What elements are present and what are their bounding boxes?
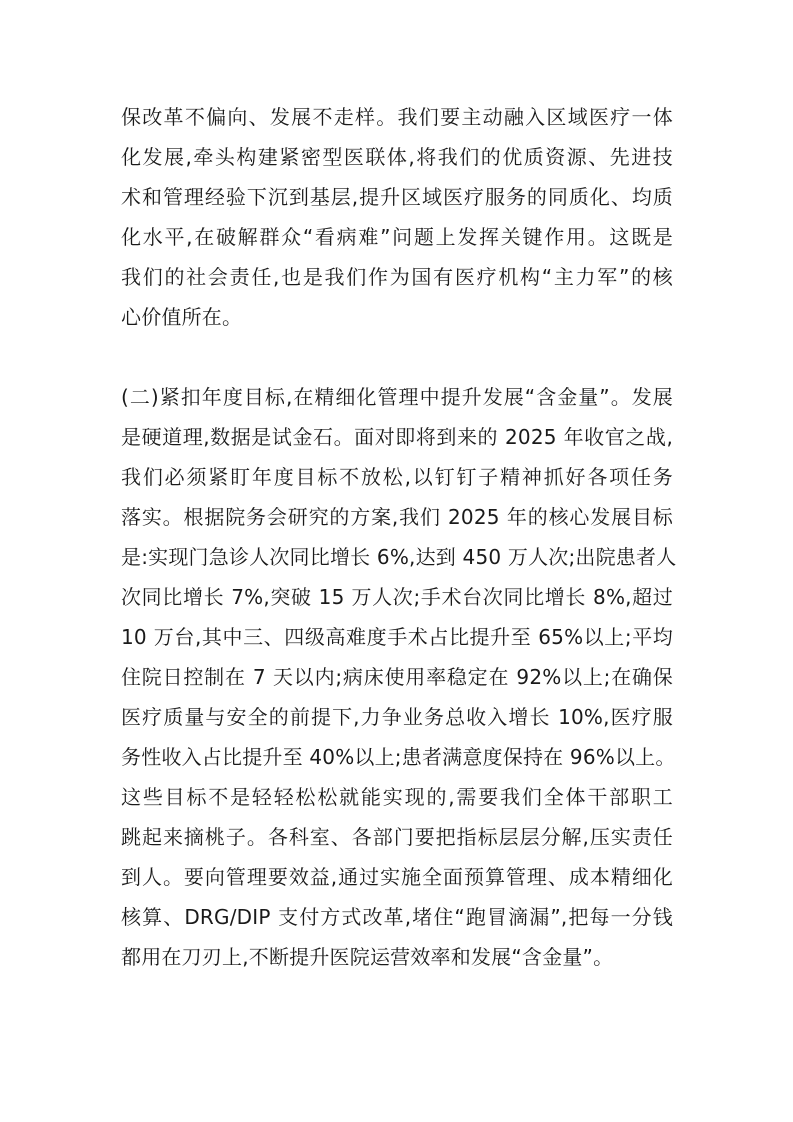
text-line: (二)紧扣年度目标,在精细化管理中提升发展“含金量”。发展: [121, 385, 673, 409]
text-line: 我们的社会责任,也是我们作为国有医疗机构“主力军”的核: [121, 265, 673, 289]
text-line: 保改革不偏向、发展不走样。我们要主动融入区域医疗一体: [121, 105, 673, 129]
text-line: 化水平,在破解群众“看病难”问题上发挥关键作用。这既是: [121, 225, 673, 249]
text-line: 务性收入占比提升至 40%以上;患者满意度保持在 96%以上。: [121, 745, 676, 769]
text-line: 核算、DRG/DIP 支付方式改革,堵住“跑冒滴漏”,把每一分钱: [121, 905, 673, 929]
text-line: 落实。根据院务会研究的方案,我们 2025 年的核心发展目标: [121, 505, 673, 529]
text-line: 住院日控制在 7 天以内;病床使用率稳定在 92%以上;在确保: [121, 665, 673, 689]
text-line: 我们必须紧盯年度目标不放松,以钉钉子精神抓好各项任务: [121, 465, 673, 489]
text-line: 是:实现门急诊人次同比增长 6%,达到 450 万人次;出院患者人: [121, 545, 677, 569]
text-line: 心价值所在。: [121, 305, 243, 329]
text-line: 化发展,牵头构建紧密型医联体,将我们的优质资源、先进技: [121, 145, 673, 169]
text-line: 10 万台,其中三、四级高难度手术占比提升至 65%以上;平均: [121, 625, 673, 649]
text-line: 跳起来摘桃子。各科室、各部门要把指标层层分解,压实责任: [121, 825, 673, 849]
text-line: 次同比增长 7%,突破 15 万人次;手术台次同比增长 8%,超过: [121, 585, 673, 609]
text-line: 到人。要向管理要效益,通过实施全面预算管理、成本精细化: [121, 865, 673, 889]
text-line: 都用在刀刃上,不断提升医院运营效率和发展“含金量”。: [121, 945, 614, 969]
text-line: 医疗质量与安全的前提下,力争业务总收入增长 10%,医疗服: [121, 705, 673, 729]
text-line: 术和管理经验下沉到基层,提升区域医疗服务的同质化、均质: [121, 185, 673, 209]
text-line: 这些目标不是轻轻松松就能实现的,需要我们全体干部职工: [121, 785, 673, 809]
text-line: 是硬道理,数据是试金石。面对即将到来的 2025 年收官之战,: [121, 425, 673, 449]
